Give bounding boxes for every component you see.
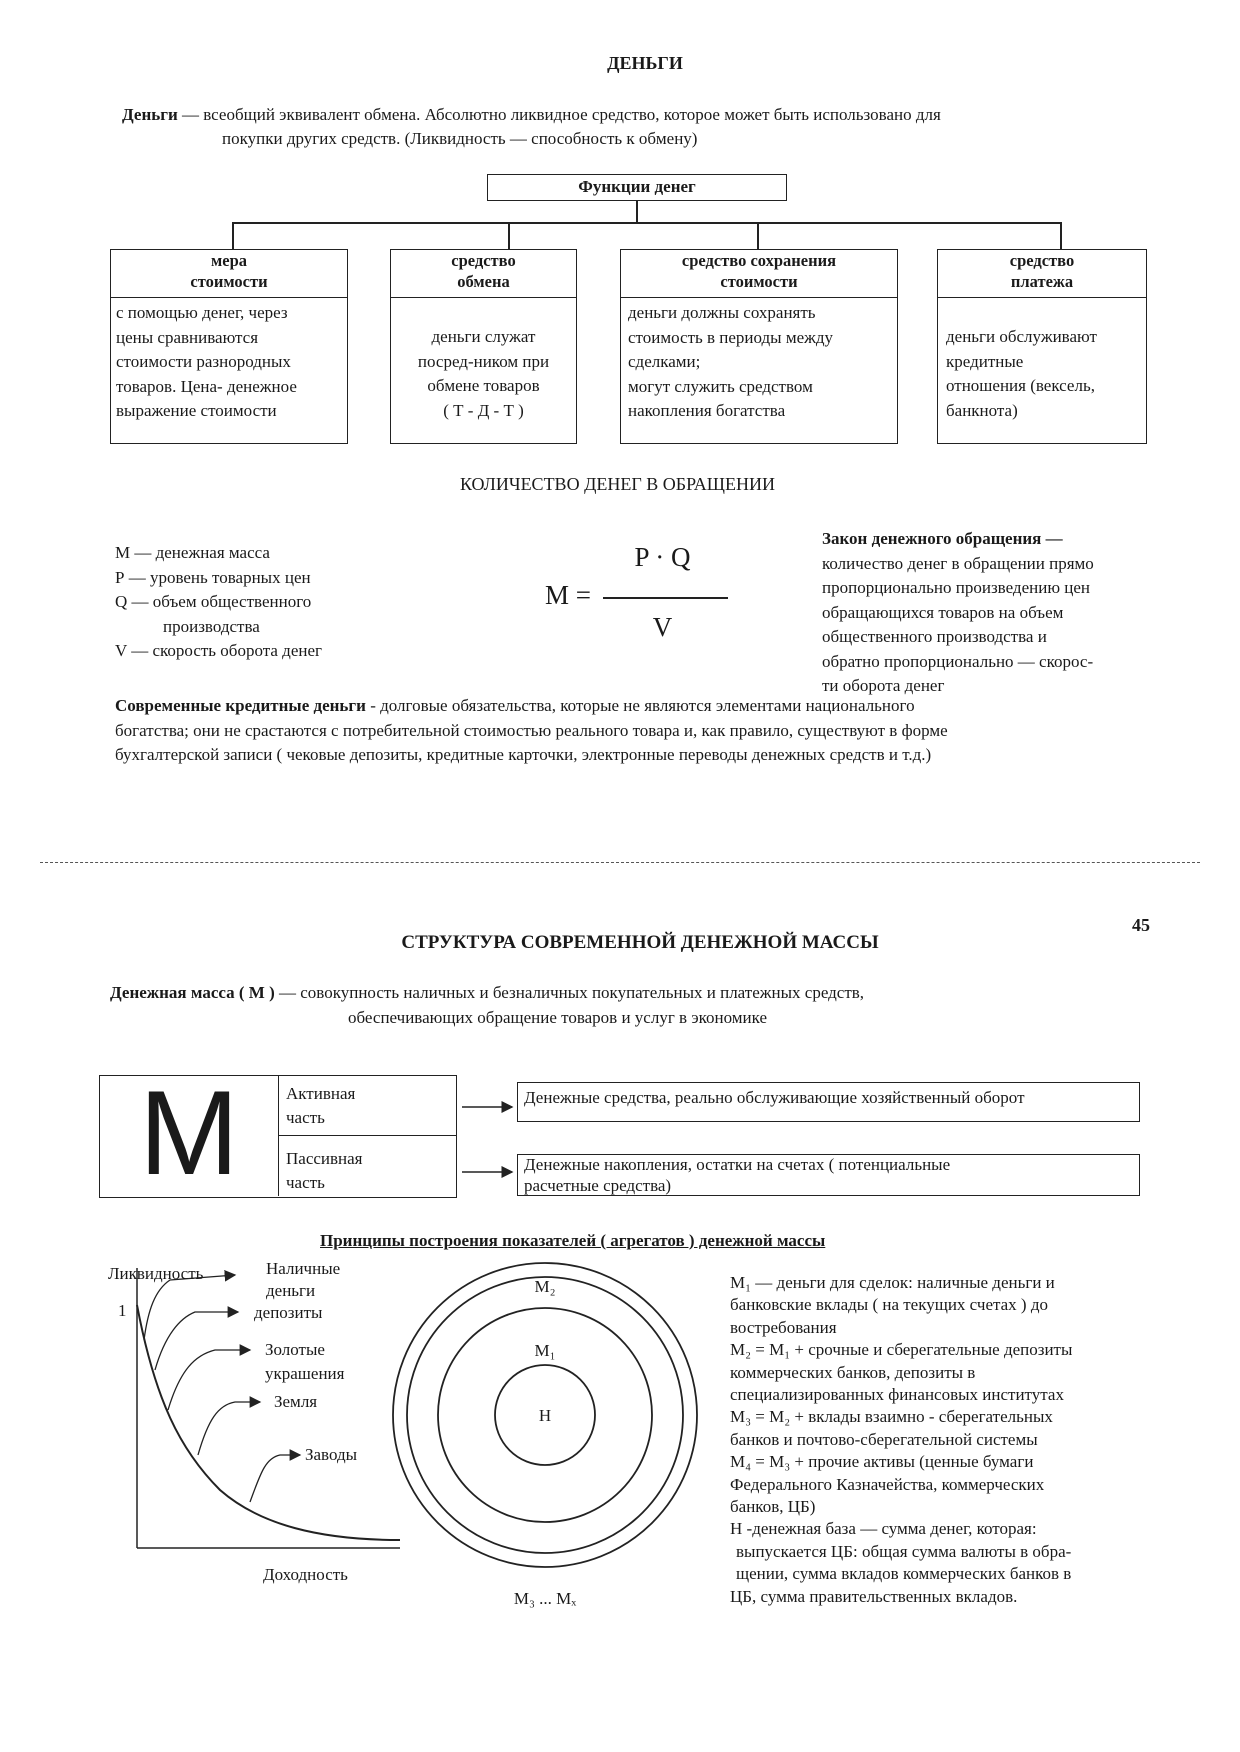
function-line: стоимость в периоды между [628,327,834,347]
liquidity-tick: 1 [118,1301,127,1320]
aggregate-line: востребования [730,1317,837,1337]
law-line: обращающихся товаров на объем [822,602,1064,622]
formula-legend [115,541,322,664]
function-line: деньги служат [431,327,536,346]
formula-numerator: P · Q [634,542,691,572]
yield-axis-label: Доходность [263,1565,348,1584]
function-line: цены сравниваются [116,327,259,347]
legend-item: производства [163,616,260,636]
money-mass-box [99,1066,457,1200]
legend-item: V — скорость оборота денег [115,641,322,660]
function-title-1: мера [211,251,247,270]
function-line: могут служить средством [628,376,813,396]
connector-1 [232,222,234,249]
function-box-header [391,250,576,298]
land-arrow-icon [198,1402,260,1455]
aggregate-line: М₁ — деньги для сделок: наличные деньги и [730,1273,1055,1292]
passive-label-2: часть [286,1173,325,1192]
circle-label-m1: M₁ [534,1341,556,1360]
credit-line: - долговые обязательства, которые не являются элементами национального [365,696,915,715]
chart-label-land: Земля [274,1392,318,1411]
gold-arrow-icon [168,1350,250,1410]
function-line: ( Т - Д - Т ) [443,400,524,420]
passive-description-box [517,1154,1140,1196]
function-line: банкнота) [946,400,1018,420]
quantity-title: КОЛИЧЕСТВО ДЕНЕГ В ОБРАЩЕНИИ [460,474,775,494]
deposits-arrow-icon [155,1312,238,1370]
passive-desc-1: Денежные накопления, остатки на счетах ( потенциальные [524,1155,951,1174]
function-line: с помощью денег, через [116,303,288,322]
function-box-measure [110,249,348,444]
aggregate-line: М₂ = М₁ + срочные и сберегательные депозиты [730,1340,1073,1360]
chart-label-gold [265,1338,344,1386]
formula-denominator: V [652,612,673,642]
passive-desc-2: расчетные средства) [524,1176,672,1195]
circle-label-bottom: M₃ ... Mₓ [513,1589,577,1608]
legend-item: М — денежная масса [115,543,270,562]
active-description-box [517,1082,1140,1122]
aggregate-line: ЦБ, сумма правительственных вкладов. [730,1586,1018,1606]
connector-4 [1060,222,1062,249]
credit-line: богатства; они не срастаются с потребительной стоимостью реального товара и, как правило, существуют в форме [115,720,948,740]
function-line: деньги должны сохранять [628,303,816,322]
aggregate-line: М₄ = М₃ + прочие активы (ценные бумаги [730,1452,1034,1472]
page-divider [40,862,1200,863]
function-title-1: средство сохранения [681,251,837,270]
legend-item: Q — объем общественного [115,592,312,611]
m-letter-cell [100,1066,279,1200]
function-body [391,325,576,423]
function-box-store-of-value [620,249,898,444]
aggregate-line: банков и почтово-сберегательной системы [730,1429,1038,1449]
function-line: стоимости разнородных [116,352,291,371]
money-mass-definition-line2: обеспечивающих обращение товаров и услуг в экономике [348,1008,768,1027]
label-line: деньги [266,1281,316,1300]
function-line: посред-ником при [417,351,550,371]
page-number: 45 [1132,915,1150,935]
aggregate-line: М₃ = М₂ + вклады взаимно - сберегательных [730,1407,1053,1427]
function-box-payment [937,249,1147,444]
money-definition-text: — всеобщий эквивалент обмена. Абсолютно ликвидное средство, которое может быть использовано для [177,105,941,124]
chart-label-factories: Заводы [305,1445,358,1464]
connector-vertical [636,201,638,223]
money-mass-definition-text: — совокупность наличных и безналичных покупательных и платежных средств, [274,983,865,1002]
aggregate-line: щении, сумма вкладов коммерческих банков в [736,1564,1072,1584]
function-title-1: средство [451,251,516,270]
function-title-2: стоимости [720,272,798,291]
passive-part-label [286,1147,363,1195]
chart-label-deposits: депозиты [254,1303,323,1322]
label-line: Наличные [266,1259,341,1278]
function-body [116,301,297,424]
page-title: ДЕНЬГИ [607,53,683,73]
liquidity-axis-label: Ликвидность [108,1264,204,1283]
connector-horizontal [232,222,1061,224]
law-line: пропорционально произведению цен [822,578,1091,597]
aggregate-line: Федерального Казначейства, коммерческих [730,1474,1045,1494]
aggregate-line: Н -денежная база — сумма денег, которая: [730,1519,1037,1539]
money-mass-definition-line1 [110,982,864,1004]
money-definition-line2: покупки других средств. (Ликвидность — способность к обмену) [222,129,698,148]
function-title-2: стоимости [190,272,268,291]
connector-3 [757,222,759,249]
function-box-header [938,250,1146,298]
function-body [628,301,833,424]
label-line: украшения [265,1364,345,1383]
law-line: количество денег в обращении прямо [822,553,1094,573]
mass-arrows [457,1090,519,1200]
function-line: накопления богатства [628,401,786,420]
functions-header-label: Функции денег [578,177,696,196]
chart-label-cash [266,1258,340,1302]
credit-money-paragraph [115,694,948,768]
active-label-1: Активная [286,1084,356,1103]
law-line: общественного производства и [822,627,1047,646]
liquidity-chart [100,1250,420,1580]
fraction-bar [603,597,728,599]
credit-line: бухгалтерской записи ( чековые депозиты, кредитные карточки, электронные переводы денежных средств и т.д.) [115,745,932,764]
passive-description [524,1154,950,1196]
principles-title: Принципы построения показателей ( агрегатов ) денежной массы [320,1231,826,1250]
function-line: обмене товаров [427,376,540,395]
active-description: Денежные средства, реально обслуживающие хозяйственный оборот [524,1088,1025,1107]
function-box-header [111,250,347,298]
function-line: выражение стоимости [116,401,277,420]
parts-divider [278,1135,456,1136]
function-title-2: платежа [1010,272,1074,291]
function-box-exchange [390,249,577,444]
money-circulation-law [822,527,1094,699]
legend-item: Р — уровень товарных цен [115,567,311,587]
function-line: деньги обслуживают [946,327,1097,346]
function-line: сделками; [628,352,701,371]
active-label-2: часть [286,1108,325,1127]
law-title: Закон денежного обращения — [822,529,1063,548]
aggregate-line: специализированных финансовых институтах [730,1385,1064,1405]
passive-label-1: Пассивная [286,1149,363,1168]
money-definition-line1 [122,104,941,126]
functions-header [487,174,787,201]
law-line: ти оборота денег [822,676,945,695]
function-line: отношения (вексель, [946,376,1095,395]
connector-2 [508,222,510,249]
m-letter: M [139,1066,239,1200]
aggregate-line: выпускается ЦБ: общая сумма валюты в обра- [736,1541,1072,1561]
aggregates-description [730,1272,1072,1608]
formula-lhs: M = [545,580,591,610]
active-part-label [286,1082,355,1130]
function-box-header [621,250,897,298]
circle-label-m2: M₂ [534,1277,556,1296]
money-mass-term: Денежная масса ( М ) [110,983,275,1002]
formula [545,540,730,650]
circle-label-h: H [538,1406,552,1425]
aggregate-line: банков, ЦБ) [730,1497,816,1517]
function-title-1: средство [1009,251,1075,270]
function-line: кредитные [946,351,1024,371]
function-line: товаров. Цена- денежное [116,376,297,396]
function-body [946,325,1097,423]
credit-money-term: Современные кредитные деньги [115,696,366,715]
label-line: Золотые [265,1340,325,1359]
factories-arrow-icon [250,1455,300,1502]
law-line: обратно пропорционально — скорос- [822,651,1094,671]
aggregate-line: коммерческих банков, депозиты в [730,1362,976,1382]
function-title-2: обмена [457,272,510,291]
structure-title: СТРУКТУРА СОВРЕМЕННОЙ ДЕНЕЖНОЙ МАССЫ [401,932,879,953]
money-term: Деньги [122,105,178,124]
aggregate-line: банковские вклады ( на текущих счетах ) до [730,1295,1048,1315]
